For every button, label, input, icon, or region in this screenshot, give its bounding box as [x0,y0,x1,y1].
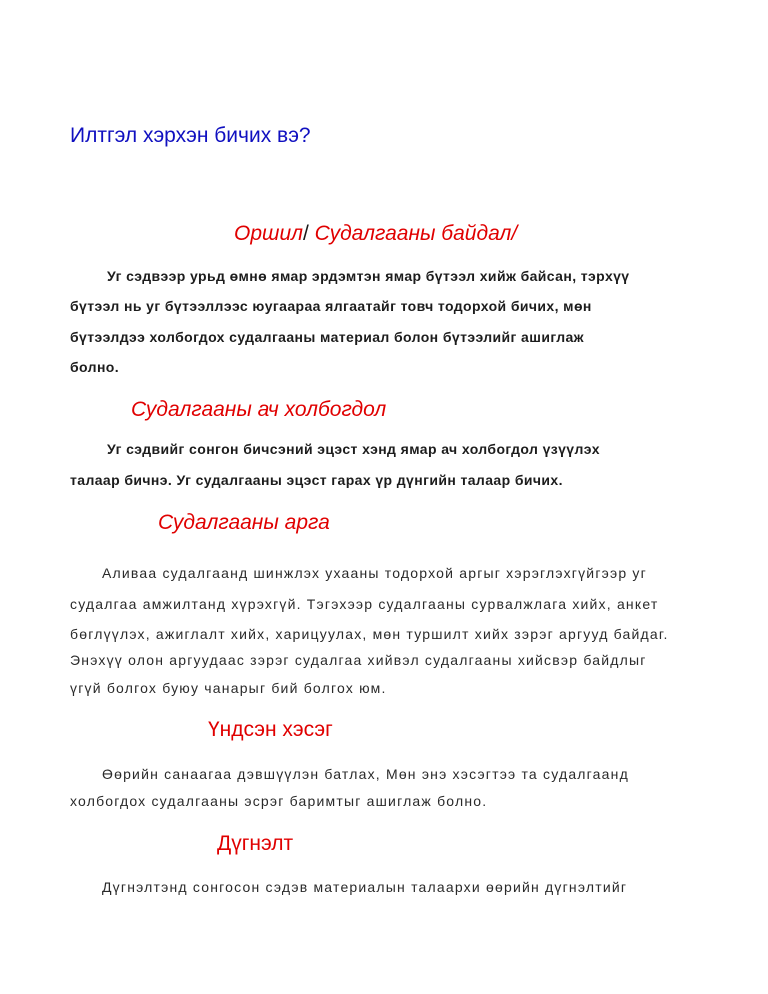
paragraph-line: Энэхүү олон аргуудаас зэрэг судалгаа хийвэл судалгааны хийсвэр байдлыг [70,652,647,668]
heading-slash: / [511,222,518,245]
paragraph-line: Өөрийн санаагаа дэвшүүлэн батлах, Мөн энэ хэсэгтээ та судалгаанд [102,766,629,782]
paragraph-line: болно. [70,359,120,375]
paragraph-line: судалгаа амжилтанд хүрэхгүй. Тэгэхээр судалгааны сурвалжлага хийх, анкет [70,596,659,612]
paragraph-line: бөглүүлэх, ажиглалт хийх, харицуулах, мөн туршилт хийх зэрэг аргууд байдаг. [70,626,669,642]
paragraph-line: Аливаа судалгаанд шинжлэх ухааны тодорхой аргыг хэрэглэхгүйгээр уг [102,565,647,581]
heading-slash: / [302,222,309,245]
paragraph-line: талаар бичнэ. Уг судалгааны эцэст гарах үр дүнгийн талаар бичих. [70,472,563,488]
paragraph-line: бүтээл нь уг бүтээллээс юугаараа ялгаатайг товч тодорхой бичих, мөн [70,298,592,314]
paragraph-line: бүтээлдээ холбогдох судалгааны материал болон бүтээлийг ашиглаж [70,329,585,345]
document-title: Илтгэл хэрхэн бичих вэ? [70,124,311,147]
section-heading-significance: Судалгааны ач холбогдол [131,398,387,421]
paragraph-line: холбогдох судалгааны эсрэг баримтыг ашиглаж болно. [70,793,488,809]
section-heading-method: Судалгааны арга [158,511,330,534]
paragraph-line: Дүгнэлтэнд сонгосон сэдэв материалын талаархи өөрийн дүгнэлтийг [102,879,628,895]
heading-main: Оршил [234,222,303,245]
section-heading-introduction [234,222,517,246]
paragraph-line: Уг сэдвээр урьд өмнө ямар эрдэмтэн ямар бүтээл хийж байсан, тэрхүү [107,268,630,284]
heading-sub: Судалгааны байдал [308,222,512,245]
section-heading-conclusion: Дүгнэлт [217,832,294,855]
paragraph-line: Уг сэдвийг сонгон бичсэний эцэст хэнд ямар ач холбогдол үзүүлэх [107,441,600,457]
paragraph-line: үгүй болгох буюу чанарыг бий болгох юм. [70,680,387,696]
section-heading-main-part: Үндсэн хэсэг [208,718,333,741]
